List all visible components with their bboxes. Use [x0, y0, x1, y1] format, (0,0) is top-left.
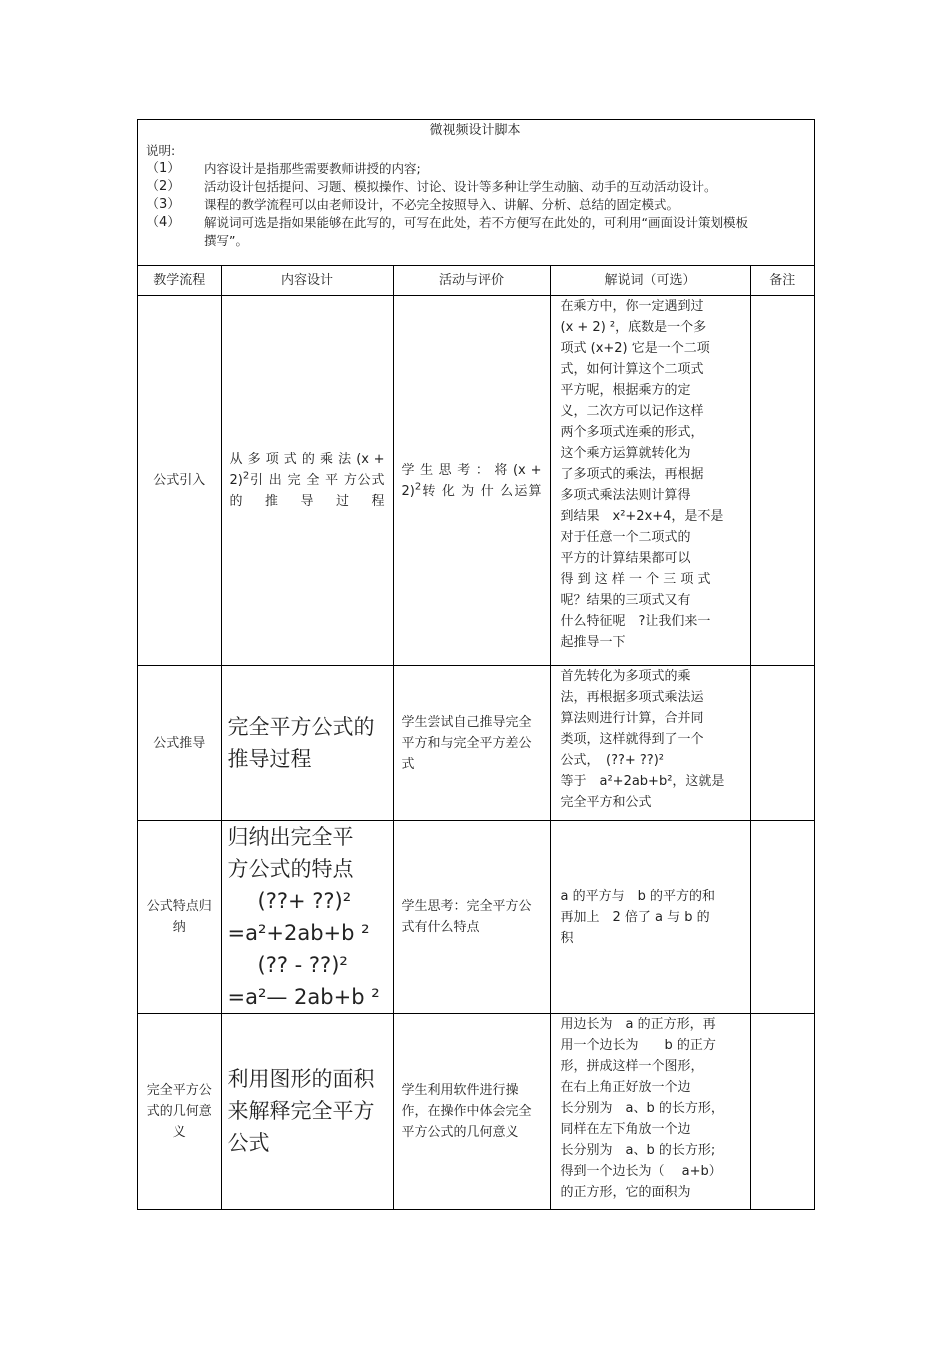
flow-cell: 公式推导	[138, 666, 221, 821]
activity-text: 学 生 思 考 ： 将 (x + 2)	[401, 462, 542, 499]
column-header: 备注	[750, 266, 814, 296]
narration-line: 了多项式的乘法，再根据	[560, 467, 704, 482]
narration-line: 多项式乘法法则计算得	[560, 488, 691, 503]
narration-line: 完全平方和公式	[560, 795, 652, 810]
narration-line: 同样在左下角放一个边	[560, 1122, 691, 1137]
exponent: 2	[414, 481, 422, 493]
narration-line: 到结果 x²+2x+4，是不是	[560, 509, 724, 524]
note-item	[146, 160, 804, 178]
narration-line: 类项，这样就得到了一个	[560, 732, 704, 747]
note-number: （3）	[146, 197, 181, 212]
narration-line: 长分别为 a、b 的长方形，	[560, 1101, 724, 1116]
column-header: 教学流程	[138, 266, 221, 296]
narration-line: 项式 (x+2) 它是一个二项	[560, 341, 710, 356]
note-text: 解说词可选是指如果能够在此写的，可写在此处，若不方便写在此处的，可利用“画面设计策划模板撰写”。	[204, 215, 748, 248]
narration-cell	[550, 1014, 750, 1209]
narration-line: 用边长为 a 的正方形，再	[560, 1017, 716, 1032]
content-cell	[221, 821, 393, 1014]
column-header: 内容设计	[221, 266, 393, 296]
remark-cell	[750, 821, 814, 1014]
narration-line: 积	[560, 930, 574, 946]
narration-line: 的正方形，它的面积为	[560, 1185, 691, 1200]
narration-line: 式，如何计算这个二项式	[560, 362, 704, 377]
table-row	[138, 1014, 814, 1209]
formula-line: (??+ ??)²	[257, 889, 352, 913]
note-text: 内容设计是指那些需要教师讲授的内容;	[204, 161, 421, 176]
narration-line: 首先转化为多项式的乘	[560, 669, 691, 684]
activity-cell	[393, 296, 550, 666]
narration-line: 形，拼成这样一个图形，	[560, 1059, 704, 1074]
narration-line: 这个乘方运算就转化为	[560, 446, 691, 461]
note-item	[146, 214, 804, 250]
note-item	[146, 196, 804, 214]
flow-cell: 公式特点归纳	[138, 821, 221, 1014]
script-table	[138, 266, 814, 1209]
narration-line: 再加上 2 倍了 a 与 b 的	[560, 909, 710, 925]
narration-cell	[550, 666, 750, 821]
narration-line: 算法则进行计算，合并同	[560, 711, 704, 726]
remark-cell	[750, 296, 814, 666]
narration-line: 得 到 这 样 一 个 三 项 式	[560, 572, 711, 587]
remark-cell	[750, 1014, 814, 1209]
notes-label: 说明:	[146, 143, 176, 158]
formula-line: =a²— 2ab+b ²	[227, 985, 380, 1009]
content-cell: 利用图形的面积来解释完全平方公式	[221, 1014, 393, 1209]
table-row	[138, 821, 814, 1014]
narration-line: 等于 a²+2ab+b²，这就是	[560, 774, 725, 789]
column-header: 解说词（可选）	[550, 266, 750, 296]
narration-line: 两个多项式连乘的形式，	[560, 425, 704, 440]
narration-line: 平方呢，根据乘方的定	[560, 383, 691, 398]
script-sheet	[137, 119, 815, 1210]
table-header-row	[138, 266, 814, 296]
note-number: （1）	[146, 161, 181, 176]
content-cell	[221, 296, 393, 666]
activity-cell: 学生利用软件进行操作，在操作中体会完全平方公式的几何意义	[393, 1014, 550, 1209]
narration-line: a 的平方与 b 的平方的和	[560, 888, 715, 904]
narration-line: 在右上角正好放一个边	[560, 1080, 691, 1095]
formula-line: (?? - ??)²	[257, 953, 348, 977]
narration-line: 得到一个边长为（ a+b）	[560, 1164, 722, 1179]
formula-line: 方公式的特点	[227, 857, 354, 881]
narration-line: (x + 2) ²，底数是一个多	[560, 320, 707, 335]
narration-line: 长分别为 a、b 的长方形;	[560, 1143, 716, 1158]
note-text: 课程的教学流程可以由老师设计，不必完全按照导入、讲解、分析、总结的固定模式。	[204, 197, 680, 212]
content-cell: 完全平方公式的推导过程	[221, 666, 393, 821]
flow-cell: 公式引入	[138, 296, 221, 666]
narration-line: 法，再根据多项式乘法运	[560, 690, 704, 705]
remark-cell	[750, 666, 814, 821]
activity-cell: 学生尝试自己推导完全平方和与完全平方差公式	[393, 666, 550, 821]
instructions-block	[138, 120, 814, 266]
formula-line: 归纳出完全平	[227, 825, 354, 849]
narration-cell	[550, 296, 750, 666]
narration-line: 公式， (??+ ??)²	[560, 753, 664, 768]
narration-line: 义，二次方可以记作这样	[560, 404, 704, 419]
activity-text: 转 化 为 什 么运算	[421, 483, 542, 499]
narration-line: 呢？结果的三项式又有	[560, 593, 691, 608]
narration-line: 对于任意一个二项式的	[560, 530, 691, 545]
page-title: 微视频设计脚本	[429, 123, 521, 138]
flow-cell: 完全平方公式的几何意义	[138, 1014, 221, 1209]
narration-line: 什么特征呢 ?让我们来一	[560, 614, 711, 629]
narration-line: 起推导一下	[560, 635, 626, 650]
note-text: 活动设计包括提问、习题、模拟操作、讨论、设计等多种让学生动脑、动手的互动活动设计。	[204, 179, 717, 194]
activity-cell: 学生思考：完全平方公式有什么特点	[393, 821, 550, 1014]
narration-line: 用一个边长为 b 的正方	[560, 1038, 716, 1053]
narration-cell	[550, 821, 750, 1014]
narration-line: 平方的计算结果都可以	[560, 551, 691, 566]
column-header: 活动与评价	[393, 266, 550, 296]
narration-line: 在乘方中，你一定遇到过	[560, 299, 704, 314]
formula-line: =a²+2ab+b ²	[227, 921, 370, 945]
content-text: 从 多 项 式 的 乘 法 (x + 2)	[229, 452, 385, 488]
exponent: 2	[242, 470, 250, 482]
note-number: （2）	[146, 179, 181, 194]
content-text: 引 出 完 全 平 方公式的推导过程	[229, 473, 385, 509]
note-item	[146, 178, 804, 196]
note-number: （4）	[146, 215, 181, 230]
table-row	[138, 296, 814, 666]
table-row	[138, 666, 814, 821]
